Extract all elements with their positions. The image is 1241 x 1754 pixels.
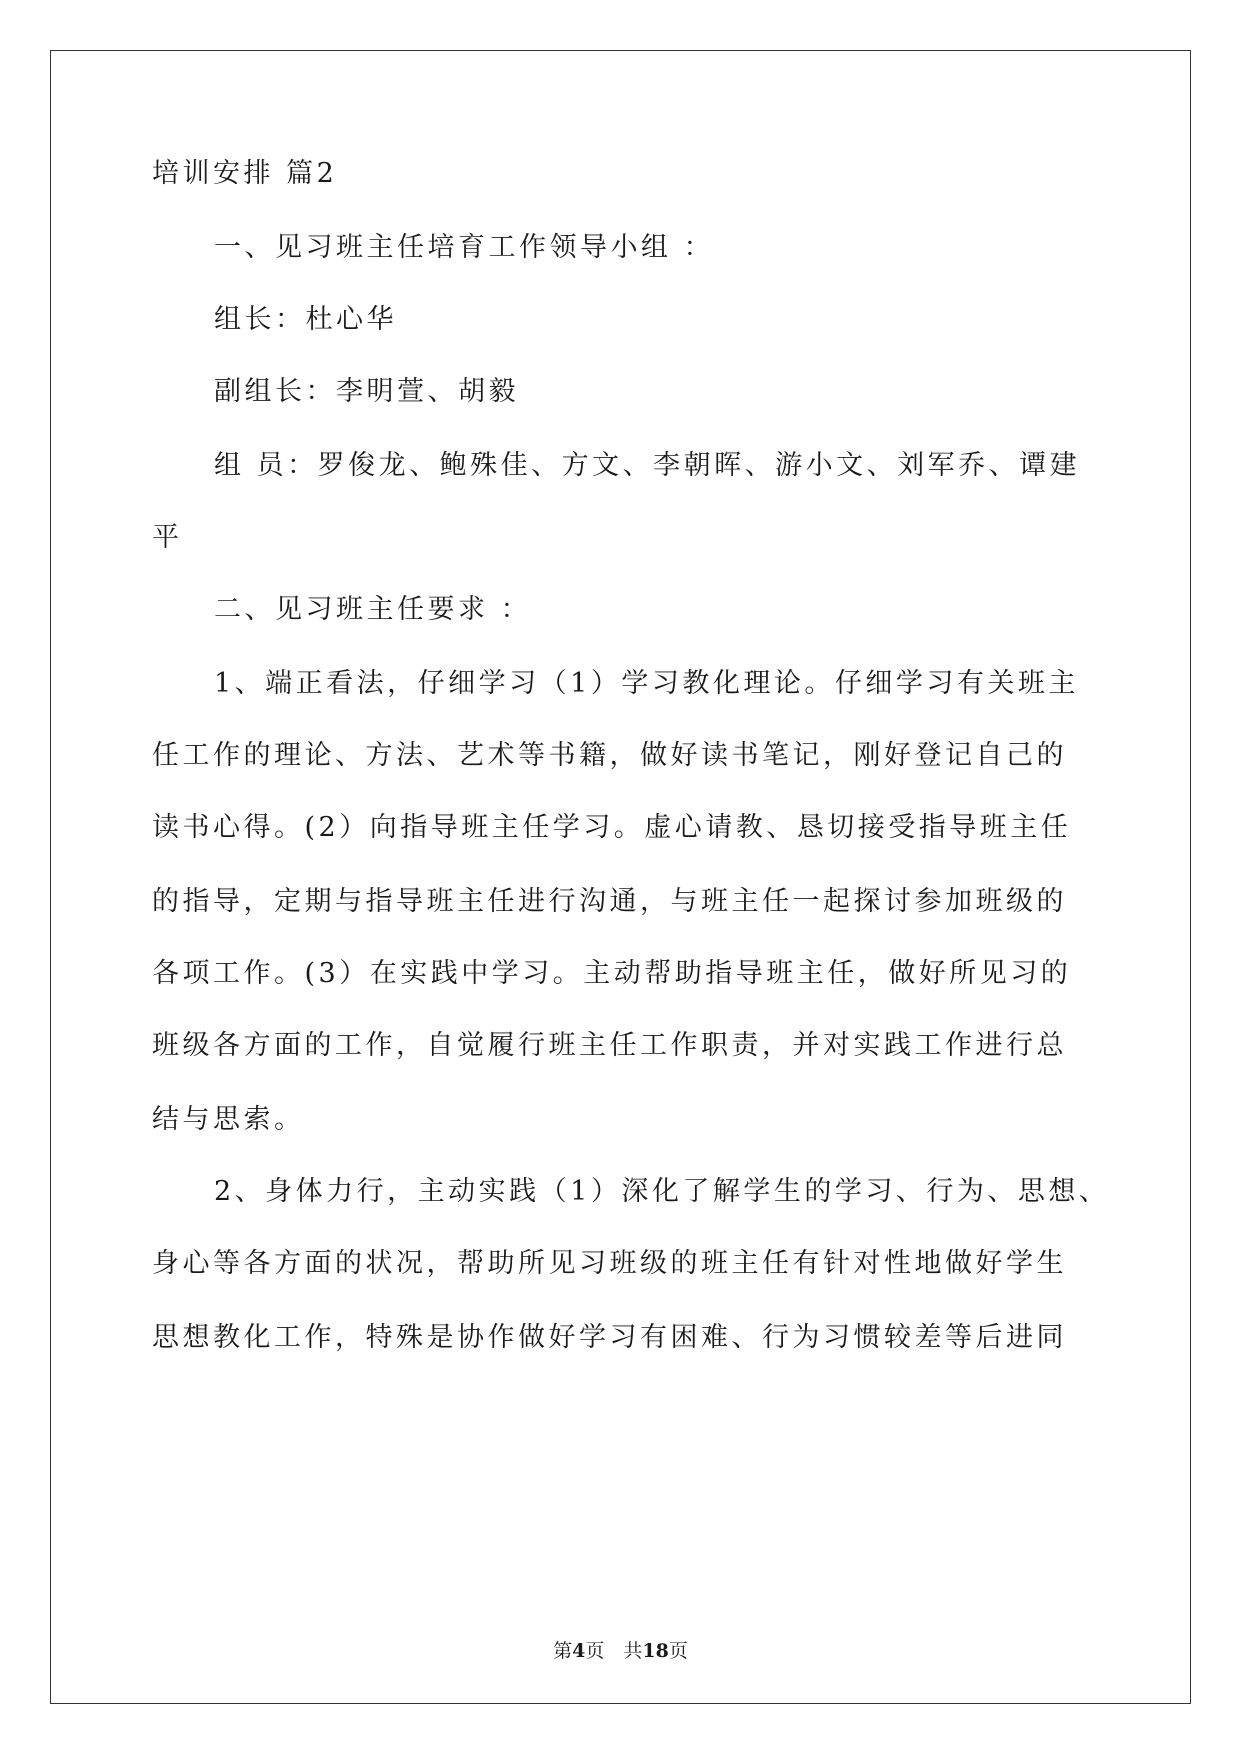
deputy-leader-line: 副组长：李明萱、胡毅 — [214, 376, 519, 407]
current-page-number: 4 — [572, 1640, 586, 1662]
section-two-title: 二、见习班主任要求 ： — [214, 594, 532, 625]
paragraph-line: 读书心得。(2）向指导班主任学习。虚心请教、恳切接受指导班主任 — [152, 812, 1072, 843]
paragraph-line: 思想教化工作，特殊是协作做好学习有困难、行为习惯较差等后进同 — [152, 1322, 1067, 1353]
footer-suffix: 页 — [668, 1640, 688, 1662]
page-border — [50, 50, 1191, 1704]
footer-prefix: 第 — [553, 1640, 573, 1662]
total-page-number: 18 — [642, 1640, 669, 1662]
document-heading: 培训安排 篇2 — [152, 158, 338, 189]
paragraph-line: 各项工作。(3）在实践中学习。主动帮助指导班主任，做好所见习的 — [152, 958, 1072, 989]
members-line-continued: 平 — [152, 522, 183, 553]
footer-middle: 页 共 — [585, 1640, 643, 1662]
page-footer — [0, 1636, 1241, 1663]
paragraph-line: 任工作的理论、方法、艺术等书籍，做好读书笔记，刚好登记自己的 — [152, 740, 1067, 771]
section-one-title: 一、见习班主任培育工作领导小组 ： — [214, 232, 715, 263]
paragraph-line: 的指导，定期与指导班主任进行沟通，与班主任一起探讨参加班级的 — [152, 886, 1067, 917]
paragraph-line: 身心等各方面的状况，帮助所见习班级的班主任有针对性地做好学生 — [152, 1248, 1067, 1279]
paragraph-line: 班级各方面的工作，自觉履行班主任工作职责，并对实践工作进行总 — [152, 1030, 1067, 1061]
paragraph-line: 结与思索。 — [152, 1104, 305, 1135]
leader-line: 组长：杜心华 — [214, 304, 397, 335]
paragraph-line: 2、身体力行，主动实践（1）深化了解学生的学习、行为、思想、 — [214, 1176, 1110, 1207]
paragraph-line: 1、端正看法，仔细学习（1）学习教化理论。仔细学习有关班主 — [214, 668, 1079, 699]
members-line: 组 员：罗俊龙、鲍殊佳、方文、李朝晖、游小文、刘军乔、谭建 — [214, 450, 1081, 481]
